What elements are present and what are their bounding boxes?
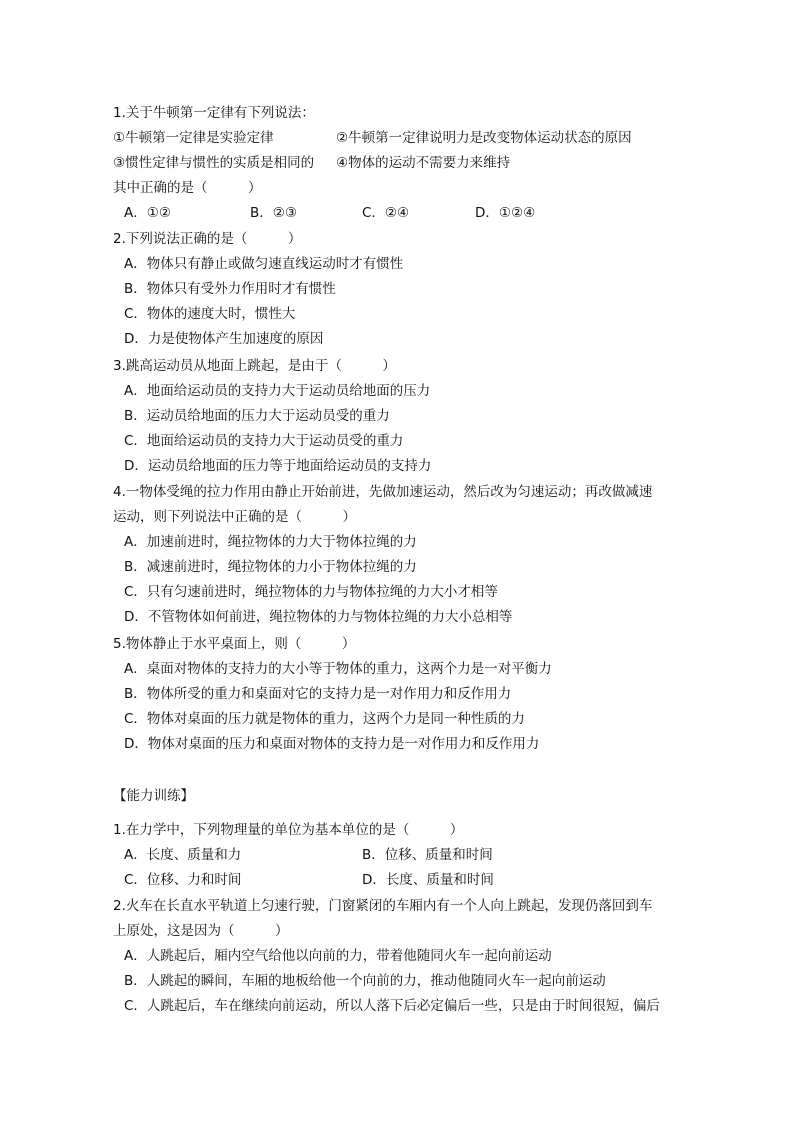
q2-option-a: A．物体只有静止或做匀速直线运动时才有惯性 [124,256,404,272]
q4-stem-line-1: 4.一物体受绳的拉力作用由静止开始前进，先做加速运动，然后改为匀速运动；再改做减速 [113,484,653,500]
q3-option-b: B．运动员给地面的压力大于运动员受的重力 [124,408,390,424]
q5-option-c: C．物体对桌面的压力就是物体的重力，这两个力是同一种性质的力 [124,711,525,727]
t2-stem-line-2: 上原处，这是因为（ ） [113,923,289,939]
t1-option-a: A．长度、质量和力 [124,847,242,863]
q3-option-a: A．地面给运动员的支持力大于运动员给地面的压力 [124,383,431,399]
t1-stem: 1.在力学中，下列物理量的单位为基本单位的是（ ） [113,822,464,838]
q1-option-d: D．①②④ [475,205,536,221]
q1-option-b: B．②③ [250,205,297,221]
t1-option-d: D．长度、质量和时间 [362,872,494,888]
t2-option-c: C．人跳起后，车在继续向前运动，所以人落下后必定偏后一些，只是由于时间很短，偏后 [124,998,660,1014]
q2-option-c: C．物体的速度大时，惯性大 [124,306,296,322]
q5-option-a: A．桌面对物体的支持力的大小等于物体的重力，这两个力是一对平衡力 [124,661,552,677]
t2-option-a: A．人跳起后，厢内空气给他以向前的力，带着他随同火车一起向前运动 [124,948,552,964]
t2-stem-line-1: 2.火车在长直水平轨道上匀速行驶，门窗紧闭的车厢内有一个人向上跳起，发现仍落回到车 [113,898,653,914]
q4-option-a: A．加速前进时，绳拉物体的力大于物体拉绳的力 [124,534,417,550]
q1-option-c: C．②④ [362,205,410,221]
q2-option-b: B．物体只有受外力作用时才有惯性 [124,281,336,297]
q1-statement-2: ②牛顿第一定律说明力是改变物体运动状态的原因 [336,130,632,146]
q2-stem: 2.下列说法正确的是（ ） [113,231,302,247]
q4-stem-line-2: 运动，则下列说法中正确的是（ ） [113,509,356,525]
t2-option-b: B．人跳起的瞬间，车厢的地板给他一个向前的力，推动他随同火车一起向前运动 [124,973,606,989]
q1-option-a: A．①② [124,205,171,221]
q4-option-c: C．只有匀速前进时，绳拉物体的力与物体拉绳的力大小才相等 [124,584,498,600]
t1-option-c: C．位移、力和时间 [124,872,242,888]
q1-ask: 其中正确的是（ ） [113,180,262,196]
q4-option-b: B．减速前进时，绳拉物体的力小于物体拉绳的力 [124,559,417,575]
q5-stem: 5.物体静止于水平桌面上，则（ ） [113,636,356,652]
t1-option-b: B．位移、质量和时间 [362,847,493,863]
q5-option-d: D．物体对桌面的压力和桌面对物体的支持力是一对作用力和反作用力 [124,736,540,752]
q1-statement-1: ①牛顿第一定律是实验定律 [113,130,274,146]
q1-statement-4: ④物体的运动不需要力来维持 [336,155,511,171]
q3-option-d: D．运动员给地面的压力等于地面给运动员的支持力 [124,458,432,474]
q3-option-c: C．地面给运动员的支持力大于运动员受的重力 [124,433,404,449]
q4-option-d: D．不管物体如何前进，绳拉物体的力与物体拉绳的力大小总相等 [124,609,513,625]
q1-stem: 1.关于牛顿第一定律有下列说法： [113,105,315,121]
q5-option-b: B．物体所受的重力和桌面对它的支持力是一对作用力和反作用力 [124,686,512,702]
q2-option-d: D．力是使物体产生加速度的原因 [124,331,324,347]
section-heading: 【能力训练】 [113,788,194,804]
q1-statement-3: ③惯性定律与惯性的实质是相同的 [113,155,315,171]
q3-stem: 3.跳高运动员从地面上跳起，是由于（ ） [113,358,396,374]
